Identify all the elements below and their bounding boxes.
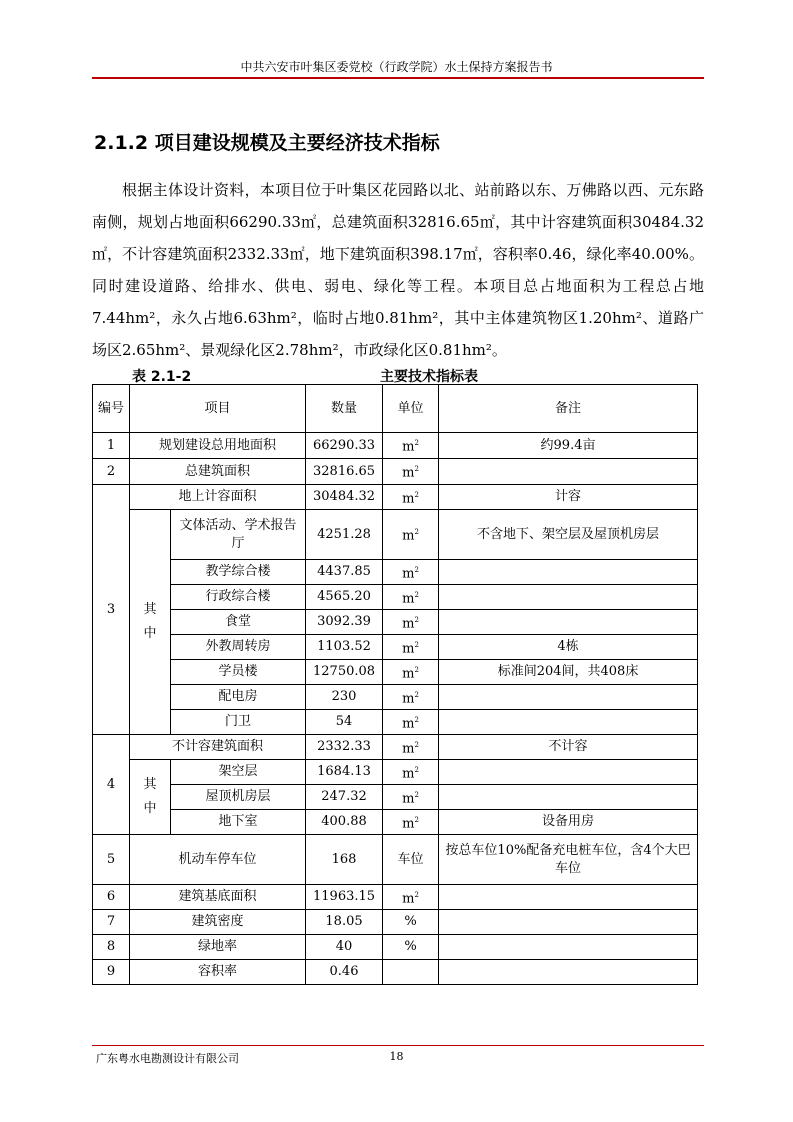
row-item: 学员楼 — [171, 660, 306, 685]
row-no: 1 — [93, 433, 130, 459]
table-row — [93, 560, 698, 585]
row-qty: 40 — [306, 935, 383, 960]
sub-group-label: 其中 — [130, 510, 171, 735]
table-row — [93, 510, 698, 560]
row-item: 门卫 — [171, 710, 306, 735]
row-item: 总建筑面积 — [130, 459, 306, 485]
table-row — [93, 459, 698, 485]
row-unit: 车位 — [383, 835, 439, 885]
table-row — [93, 835, 698, 885]
row-unit: $m^2$ — [383, 610, 439, 635]
row-qty: 230 — [306, 685, 383, 710]
row-qty: 1103.52 — [306, 635, 383, 660]
row-item: 不计容建筑面积 — [130, 735, 306, 760]
row-qty: 18.05 — [306, 910, 383, 935]
row-qty: 54 — [306, 710, 383, 735]
header-qty: 数量 — [306, 385, 383, 433]
row-item: 建筑基底面积 — [130, 885, 306, 910]
header-rule — [92, 77, 704, 79]
row-note: 不含地下、架空层及屋顶机房层 — [439, 510, 698, 560]
row-unit: $m^2$ — [383, 660, 439, 685]
table-row — [93, 935, 698, 960]
row-qty: 1684.13 — [306, 760, 383, 785]
row-note — [439, 885, 698, 910]
row-unit: $m^2$ — [383, 433, 439, 459]
row-note — [439, 685, 698, 710]
row-no: 5 — [93, 835, 130, 885]
row-unit: $m^2$ — [383, 710, 439, 735]
row-item: 地下室 — [171, 810, 306, 835]
table-row — [93, 685, 698, 710]
row-qty: 3092.39 — [306, 610, 383, 635]
table-title: 主要技术指标表 — [380, 369, 478, 385]
row-item: 屋顶机房层 — [171, 785, 306, 810]
row-note: 4栋 — [439, 635, 698, 660]
running-header: 中共六安市叶集区委党校（行政学院）水土保持方案报告书 — [240, 60, 553, 74]
row-note: 约99.4亩 — [439, 433, 698, 459]
row-qty: 400.88 — [306, 810, 383, 835]
row-unit: $m^2$ — [383, 735, 439, 760]
table-row — [93, 660, 698, 685]
row-qty: 32816.65 — [306, 459, 383, 485]
row-unit: $m^2$ — [383, 760, 439, 785]
row-note: 不计容 — [439, 735, 698, 760]
row-item: 配电房 — [171, 685, 306, 710]
row-item: 食堂 — [171, 610, 306, 635]
row-unit: % — [383, 910, 439, 935]
row-note: 标准间204间，共408床 — [439, 660, 698, 685]
table-row — [93, 810, 698, 835]
row-note — [439, 610, 698, 635]
row-unit: $m^2$ — [383, 685, 439, 710]
row-item: 建筑密度 — [130, 910, 306, 935]
row-unit: % — [383, 935, 439, 960]
row-item: 规划建设总用地面积 — [130, 433, 306, 459]
row-unit: $m^2$ — [383, 560, 439, 585]
row-note: 按总车位10%配备充电桩车位，含4个大巴车位 — [439, 835, 698, 885]
table-row — [93, 433, 698, 459]
header-no: 编号 — [93, 385, 130, 433]
row-item: 文体活动、学术报告厅 — [171, 510, 306, 560]
row-item: 教学综合楼 — [171, 560, 306, 585]
row-item: 地上计容面积 — [130, 485, 306, 510]
row-qty: 4437.85 — [306, 560, 383, 585]
table-row — [93, 760, 698, 785]
row-no: 6 — [93, 885, 130, 910]
footer-company: 广东粤水电勘测设计有限公司 — [96, 1052, 239, 1065]
row-qty: 4565.20 — [306, 585, 383, 610]
section-title: 2.1.2 项目建设规模及主要经济技术指标 — [94, 132, 440, 154]
sub-group-label: 其中 — [130, 760, 171, 835]
row-qty: 2332.33 — [306, 735, 383, 760]
table-row — [93, 610, 698, 635]
row-unit: $m^2$ — [383, 810, 439, 835]
row-item: 绿地率 — [130, 935, 306, 960]
header-item: 项目 — [130, 385, 306, 433]
row-unit: $m^2$ — [383, 510, 439, 560]
table-number: 表 2.1-2 — [132, 369, 192, 385]
row-qty: 12750.08 — [306, 660, 383, 685]
row-qty: 168 — [306, 835, 383, 885]
row-note: 计容 — [439, 485, 698, 510]
row-no: 9 — [93, 960, 130, 985]
row-unit: $m^2$ — [383, 585, 439, 610]
row-no: 3 — [93, 485, 130, 735]
row-note — [439, 585, 698, 610]
table-row — [93, 485, 698, 510]
row-note — [439, 459, 698, 485]
row-unit: $m^2$ — [383, 885, 439, 910]
row-note: 设备用房 — [439, 810, 698, 835]
row-no: 8 — [93, 935, 130, 960]
row-note — [439, 760, 698, 785]
row-item: 架空层 — [171, 760, 306, 785]
row-note — [439, 710, 698, 735]
header-unit: 单位 — [383, 385, 439, 433]
row-qty: 30484.32 — [306, 485, 383, 510]
row-unit: $m^2$ — [383, 635, 439, 660]
table-row — [93, 585, 698, 610]
header-note: 备注 — [439, 385, 698, 433]
row-note — [439, 785, 698, 810]
row-item: 机动车停车位 — [130, 835, 306, 885]
technical-indicator-table — [92, 384, 698, 985]
row-unit: $m^2$ — [383, 459, 439, 485]
row-unit — [383, 960, 439, 985]
row-unit: $m^2$ — [383, 785, 439, 810]
row-item: 行政综合楼 — [171, 585, 306, 610]
row-no: 2 — [93, 459, 130, 485]
row-qty: 66290.33 — [306, 433, 383, 459]
footer-rule — [92, 1045, 704, 1046]
table-row — [93, 785, 698, 810]
row-note — [439, 560, 698, 585]
row-unit: $m^2$ — [383, 485, 439, 510]
page-number: 18 — [389, 1050, 404, 1063]
table-row — [93, 910, 698, 935]
row-qty: 0.46 — [306, 960, 383, 985]
table-row — [93, 710, 698, 735]
row-no: 4 — [93, 735, 130, 835]
table-row — [93, 885, 698, 910]
row-qty: 4251.28 — [306, 510, 383, 560]
table-row — [93, 960, 698, 985]
row-item: 外教周转房 — [171, 635, 306, 660]
table-header-row — [93, 385, 698, 433]
row-qty: 247.32 — [306, 785, 383, 810]
row-note — [439, 935, 698, 960]
row-qty: 11963.15 — [306, 885, 383, 910]
row-no: 7 — [93, 910, 130, 935]
row-item: 容积率 — [130, 960, 306, 985]
body-paragraph: 根据主体设计资料，本项目位于叶集区花园路以北、站前路以东、万佛路以西、元东路南侧，规划占地面积66290.33㎡，总建筑面积32816.65㎡，其中计容建筑面积30484.32㎡，不计容建筑面积2332.33㎡，地下建筑面积398.17㎡，容积率0.46，绿化率40.00%。同时建设道路、给排水、供电、弱电、绿化等工程。本项目总占地面积为工程总占地7.44hm²，永久占地6.63hm²，临时占地0.81hm²，其中主体建筑物区1.20hm²、道路广场区2.65hm²、景观绿化区2.78hm²，市政绿化区0.81hm²。 — [92, 181, 704, 359]
table-row — [93, 735, 698, 760]
row-note — [439, 910, 698, 935]
table-row — [93, 635, 698, 660]
row-note — [439, 960, 698, 985]
